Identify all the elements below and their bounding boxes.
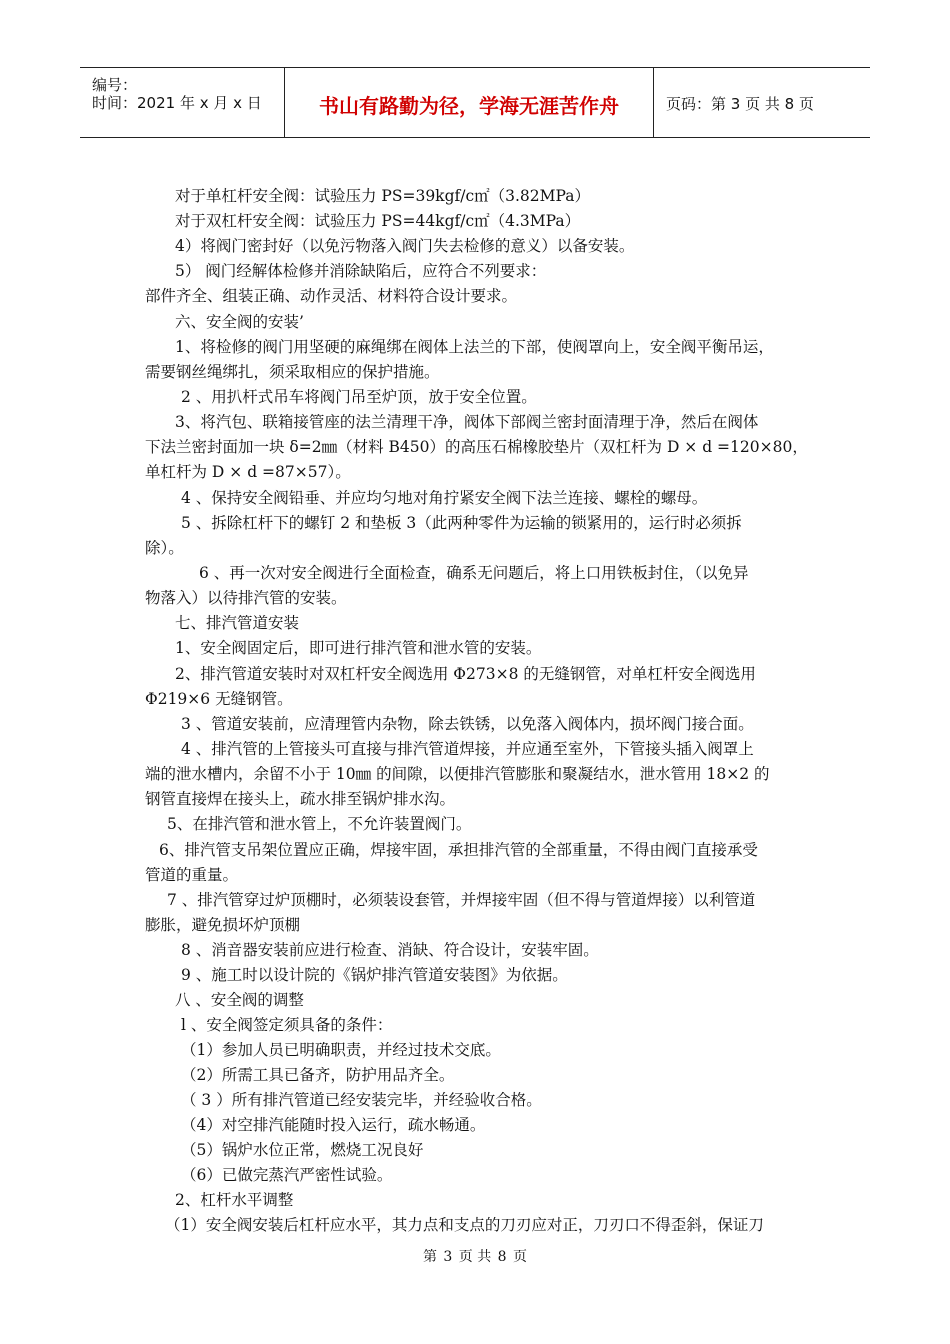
body-line: （1）安全阀安装后杠杆应水平，其力点和支点的刀刃应对正，刀刃口不得歪斜，保证刀 <box>165 1216 764 1234</box>
body-line: 单杠杆为 D × d =87×57）。 <box>145 463 351 481</box>
body-line: 对于双杠杆安全阀：试验压力 PS=44kgf/c㎡（4.3MPa） <box>175 212 581 230</box>
body-line: 5 、拆除杠杆下的螺钉 2 和垫板 3（此两种零件为运输的锁紧用的，运行时必须拆 <box>181 514 742 532</box>
body-line: 管道的重量。 <box>145 866 239 884</box>
body-line: 物落入）以待排汽管的安装。 <box>145 589 347 607</box>
body-line: 5） 阀门经解体检修并消除缺陷后，应符合不列要求： <box>175 262 547 280</box>
body-line: 5、在排汽管和泄水管上，不允许装置阀门。 <box>167 815 472 833</box>
list-item: （2）所需工具已备齐，防护用品齐全。 <box>181 1066 455 1084</box>
footer-prefix: 第 <box>422 1249 437 1265</box>
body-line: 需要钢丝绳绑扎，须采取相应的保护措施。 <box>145 363 440 381</box>
list-item: （1）参加人员已明确职责，并经过技术交底。 <box>181 1041 501 1059</box>
section-heading: 2、杠杆水平调整 <box>175 1191 294 1209</box>
body-line: 4 、保持安全阀铅垂、并应均匀地对角拧紧安全阀下法兰连接、螺栓的螺母。 <box>181 489 708 507</box>
body-line: 对于单杠杆安全阀：试验压力 PS=39kgf/c㎡（3.82MPa） <box>175 187 590 205</box>
body-line: 下法兰密封面加一块 δ=2㎜（材料 B450）的高压石棉橡胶垫片（双杠杆为 D × d =120×80， <box>145 438 808 456</box>
section-heading: 七、排汽管道安装 <box>175 614 300 632</box>
body-line: 4 、排汽管的上管接头可直接与排汽管道焊接，并应通至室外，下管接头插入阀罩上 <box>181 740 754 758</box>
header-page-code: 页码：第 3 页 共 8 页 <box>666 95 814 113</box>
body-line: 6 、再一次对安全阀进行全面检查，确系无问题后，将上口用铁板封住，（以免异 <box>199 564 749 582</box>
body-line: 8 、消音器安装前应进行检查、消缺、符合设计，安装牢固。 <box>181 941 599 959</box>
body-line: 钢管直接焊在接头上，疏水排至锅炉排水沟。 <box>145 790 456 808</box>
body-line: 1、将检修的阀门用坚硬的麻绳绑在阀体上法兰的下部，使阀罩向上，安全阀平衡吊运， <box>175 338 774 356</box>
body-line: 6、排汽管支吊架位置应正确，焊接牢固，承担排汽管的全部重量，不得由阀门直接承受 <box>159 841 758 859</box>
header-info-cell <box>80 68 285 137</box>
body-line: 3、将汽包、联箱接管座的法兰清理干净，阀体下部阀兰密封面清理于净，然后在阀体 <box>175 413 759 431</box>
body-line: 端的泄水槽内，余留不小于 10㎜ 的间隙，以便排汽管膨胀和聚凝结水，泄水管用 18×2 的 <box>145 765 770 783</box>
footer-total-pages: 8 <box>497 1249 507 1265</box>
list-item: （6）已做完蒸汽严密性试验。 <box>181 1166 393 1184</box>
document-time-label: 时间：2021 年 x 月 x 日 <box>92 94 262 112</box>
body-line: 膨胀，避免损坏炉顶棚 <box>145 916 301 934</box>
list-item: （4）对空排汽能随时投入运行，疏水畅通。 <box>181 1116 486 1134</box>
section-heading: 八 、安全阀的调整 <box>175 991 304 1009</box>
body-line: 除）。 <box>145 539 184 557</box>
header-motto-cell <box>285 68 654 137</box>
section-heading: 六、安全阀的安装’ <box>175 313 304 331</box>
header-motto: 书山有路勤为径，学海无涯苦作舟 <box>319 94 619 118</box>
header-page-cell <box>654 68 870 137</box>
body-line: 7 、排汽管穿过炉顶棚时，必须装设套管，并焊接牢固（但不得与管道焊接）以利管道 <box>167 891 756 909</box>
document-number-label: 编号： <box>92 76 138 94</box>
body-line: 部件齐全、组装正确、动作灵活、材料符合设计要求。 <box>145 287 518 305</box>
body-line: 2、排汽管道安装时对双杠杆安全阀选用 Φ273×8 的无缝钢管，对单杠杆安全阀选用 <box>175 665 756 683</box>
list-item: （ 3 ）所有排汽管道已经安装完毕，并经验收合格。 <box>181 1091 542 1109</box>
body-line: 3 、管道安装前，应清理管内杂物，除去铁锈，以免落入阀体内，损坏阀门接合面。 <box>181 715 754 733</box>
body-line: 9 、施工时以设计院的《锅炉排汽管道安装图》为依据。 <box>181 966 568 984</box>
footer-page-number: 3 <box>443 1249 453 1265</box>
page-footer <box>0 1246 950 1266</box>
body-line: Φ219×6 无缝钢管。 <box>145 690 293 708</box>
page-header <box>80 67 870 138</box>
footer-suffix: 页 <box>513 1249 528 1265</box>
body-line: 4）将阀门密封好（以免污物落入阀门失去检修的意义）以备安装。 <box>175 237 635 255</box>
body-line: 1、安全阀固定后，即可进行排汽管和泄水管的安装。 <box>175 639 542 657</box>
body-line: 2 、用扒杆式吊车将阀门吊至炉顶，放于安全位置。 <box>181 388 537 406</box>
body-line: l 、安全阀签定须具备的条件： <box>181 1016 393 1034</box>
footer-mid: 页 共 <box>458 1249 492 1265</box>
list-item: （5）锅炉水位正常，燃烧工况良好 <box>181 1141 424 1159</box>
